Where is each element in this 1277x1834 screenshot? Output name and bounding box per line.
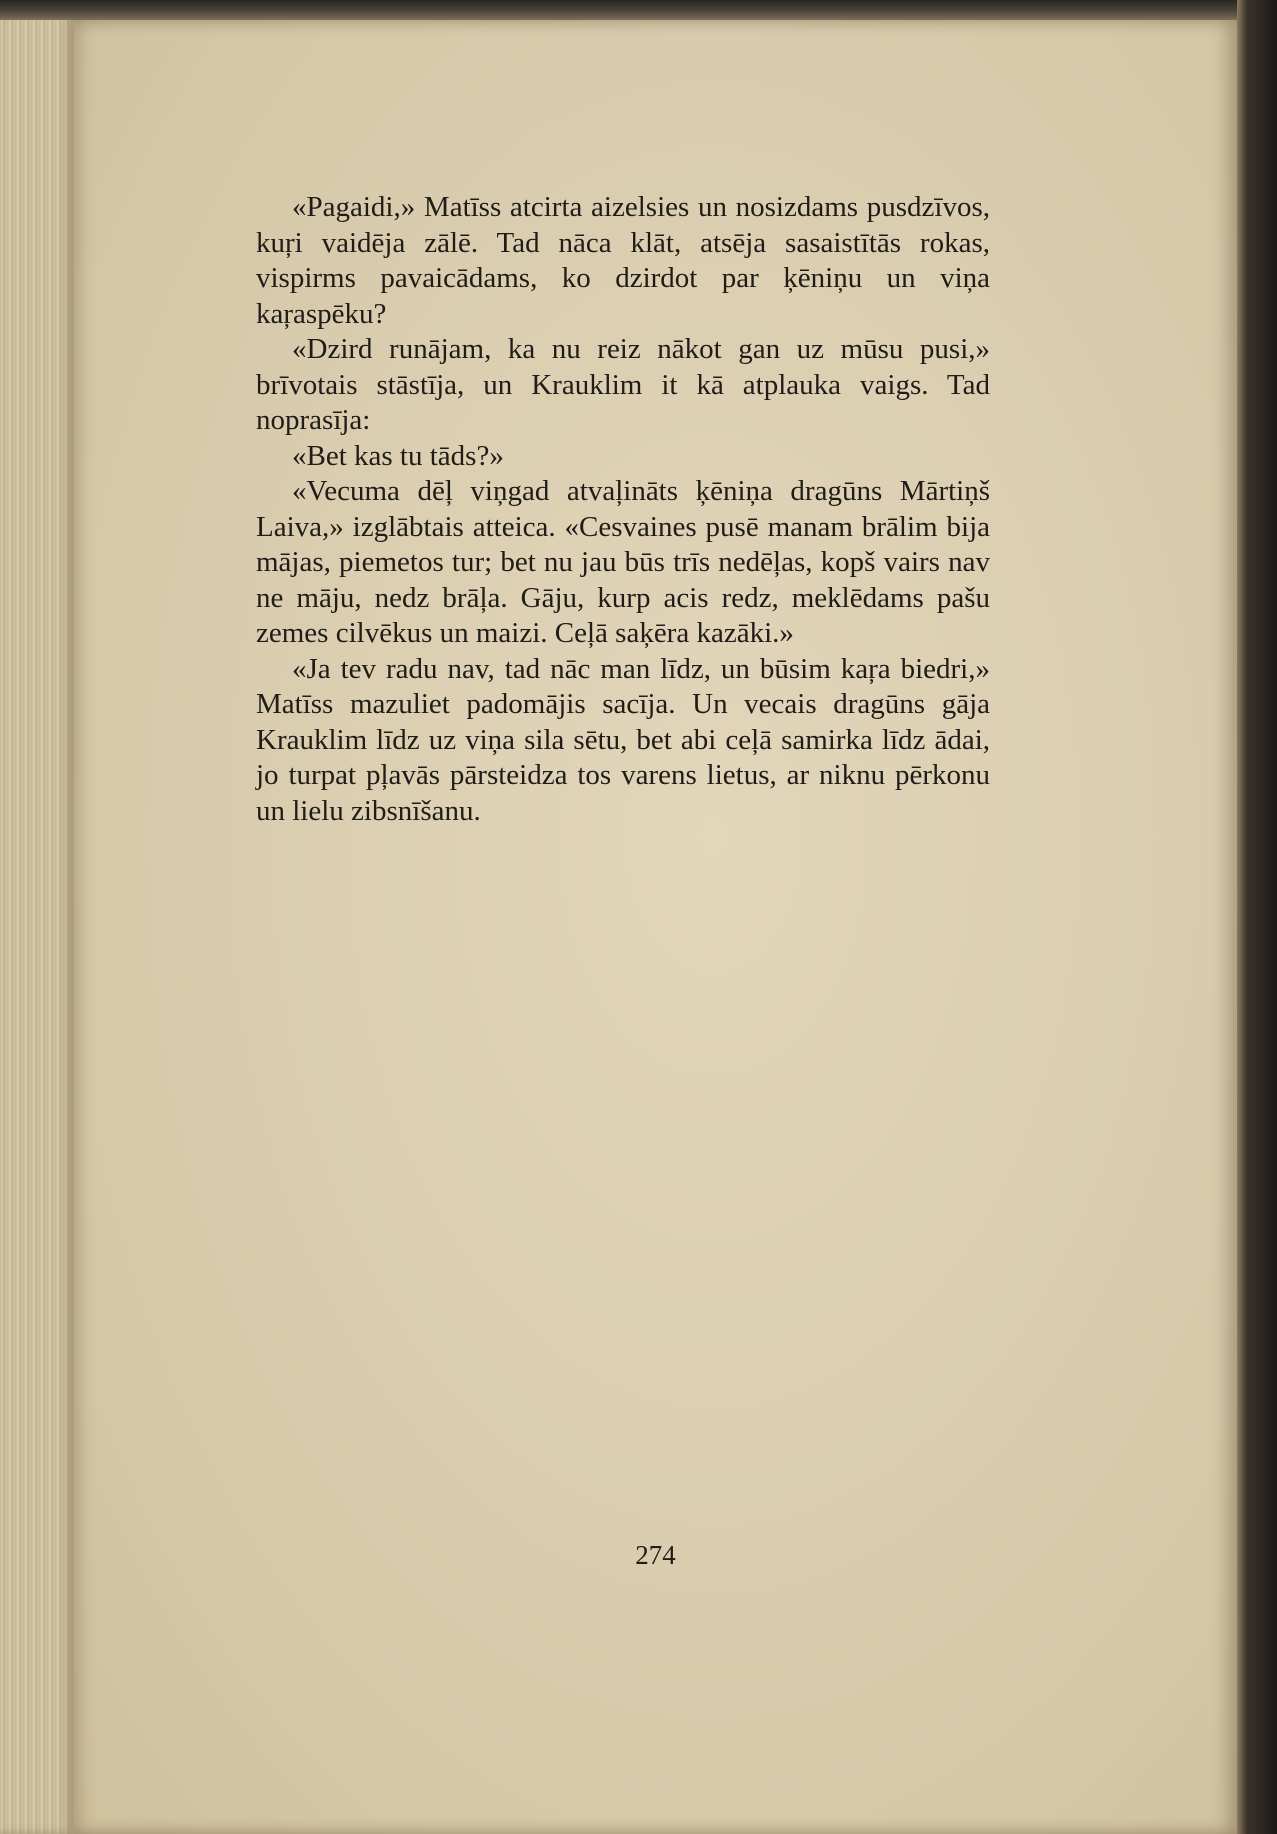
paragraph: «Pagaidi,» Matīss atcirta aizelsies un nosizdams pusdzīvos, kuŗi vaidēja zālē. Tad nāca klāt, atsēja sasaistītās rokas, vispirms pavaicādams, ko dzirdot par ķēniņu un viņa kaŗaspēku? [256, 191, 990, 330]
paragraph: «Bet kas tu tāds?» [292, 439, 504, 472]
paragraph: «Ja tev radu nav, tad nāc man līdz, un būsim kaŗa biedri,» Matīss mazuliet padomājis sacīja. Un vecais dragūns gāja Krauklim līdz uz viņa sila sētu, bet abi ceļā samirka līdz ādai, jo turpat pļavās pārsteidza tos varens lietus, ar niknu pērkonu un lielu zibsnīšanu. [256, 652, 990, 827]
book-binding-edge [1237, 0, 1277, 1834]
paragraph: «Vecuma dēļ viņgad atvaļināts ķēniņa dragūns Mārtiņš Laiva,» izglābtais atteica. «Cesvaines pusē manam brālim bija mājas, piemetos tur; bet nu jau būs trīs nedēļas, kopš vairs nav ne māju, nedz brāļa. Gāju, kurp acis redz, meklēdams pašu zemes cilvēkus un maizi. Ceļā saķēra kazāki.» [256, 475, 990, 649]
page-stack-edge [0, 0, 74, 1834]
body-text [256, 190, 990, 829]
page-number: 274 [635, 1540, 676, 1570]
paragraph: «Dzird runājam, ka nu reiz nākot gan uz mūsu pusi,» brīvotais stāstīja, un Krauklim it kā atplauka vaigs. Tad noprasīja: [256, 333, 990, 436]
book-top-edge [0, 0, 1277, 20]
book-page [74, 20, 1237, 1834]
